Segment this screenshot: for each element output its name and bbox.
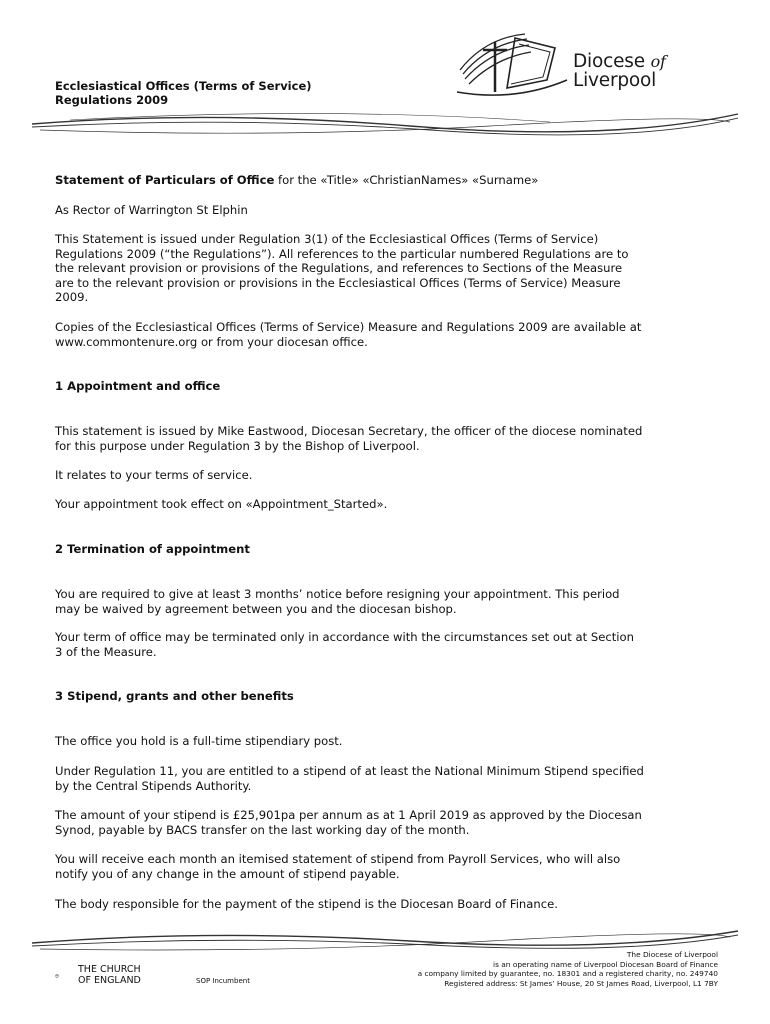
text-line: Synod, payable by BACS transfer on the last working day of the month. <box>55 822 470 837</box>
text-line: Copies of the Ecclesiastical Offices (Terms of Service) Measure and Regulations 2009 are available at <box>55 320 642 334</box>
logo-diocese: Diocese <box>573 51 651 72</box>
section-2-paragraph-1 <box>55 587 717 616</box>
footer-line: Registered address: St James’ House, 20 St James Road, Liverpool, L1 7BY <box>444 978 718 988</box>
coe-line: THE CHURCH <box>78 964 141 975</box>
header-swoosh-divider <box>30 108 740 140</box>
church-of-england-logo-icon <box>55 965 77 987</box>
footer-line: a company limited by guarantee, no. 18301 and a registered charity, no. 249740 <box>417 969 718 979</box>
footer-line: is an operating name of Liverpool Diocesan Board of Finance <box>493 959 718 969</box>
section-3-paragraph-2 <box>55 764 717 793</box>
section-1-paragraph-2: It relates to your terms of service. <box>55 468 253 482</box>
text-line: 2009. <box>55 290 89 305</box>
text-line: Under Regulation 11, you are entitled to a stipend of at least the National Minimum Stipend specified <box>55 764 644 778</box>
logo-liverpool: Liverpool <box>573 70 657 91</box>
text-line: Regulations 2009 (“the Regulations”). All references to the particular numbered Regulations are to <box>55 246 629 261</box>
section-1-paragraph-3: Your appointment took effect on «Appointment_Started». <box>55 497 388 511</box>
text-line: You will receive each month an itemised statement of stipend from Payroll Services, who will also <box>55 852 621 866</box>
footer-address-block <box>418 950 718 988</box>
text-line: You are required to give at least 3 months’ notice before resigning your appointment. This period <box>55 587 620 601</box>
statement-heading <box>55 173 717 188</box>
sop-label: SOP Incumbent <box>196 977 250 985</box>
text-line: for this purpose under Regulation 3 by the Bishop of Liverpool. <box>55 438 420 453</box>
role-line: As Rector of Warrington St Elphin <box>55 203 248 217</box>
section-1-paragraph-1 <box>55 424 717 453</box>
section-2-paragraph-2 <box>55 630 717 659</box>
text-line: Your term of office may be terminated only in accordance with the circumstances set out at Section <box>55 630 634 644</box>
section-3-paragraph-1: The office you hold is a full-time stipendiary post. <box>55 734 343 748</box>
intro-paragraph-1 <box>55 232 717 305</box>
text-line: may be waived by agreement between you and the diocesan bishop. <box>55 601 457 616</box>
text-line: The amount of your stipend is £25,901pa per annum as at 1 April 2019 as approved by the Diocesan <box>55 808 642 822</box>
footer-swoosh-divider <box>30 925 740 953</box>
text-line: the relevant provision or provisions of the Regulations, and references to Sections of the Measure <box>55 261 623 276</box>
section-3-paragraph-3 <box>55 808 717 837</box>
text-line: This Statement is issued under Regulation 3(1) of the Ecclesiastical Offices (Terms of Service) <box>55 232 599 246</box>
text-line: by the Central Stipends Authority. <box>55 778 252 793</box>
document-title <box>55 79 312 107</box>
document-title-line: Ecclesiastical Offices (Terms of Service) <box>55 79 312 93</box>
intro-paragraph-2 <box>55 320 717 349</box>
church-of-england-wordmark <box>78 965 141 986</box>
diocese-logo-text <box>573 52 666 90</box>
text-line: www.commontenure.org or from your diocesan office. <box>55 334 368 349</box>
logo-of: of <box>650 52 666 71</box>
text-line: 3 of the Measure. <box>55 644 157 659</box>
footer-line: The Diocese of Liverpool <box>626 950 718 959</box>
section-3-paragraph-5: The body responsible for the payment of the stipend is the Diocesan Board of Finance. <box>55 897 558 911</box>
text-line: are to the relevant provision or provisions in the Ecclesiastical Offices (Terms of Service) Measure <box>55 275 621 290</box>
section-3-paragraph-4 <box>55 852 717 881</box>
text-line: notify you of any change in the amount of stipend payable. <box>55 866 400 881</box>
statement-for: for the «Title» «ChristianNames» «Surname» <box>274 173 539 187</box>
coe-line: OF ENGLAND <box>78 974 141 986</box>
section-2-heading: 2 Termination of appointment <box>55 542 250 556</box>
document-title-line: Regulations 2009 <box>55 93 169 107</box>
section-1-heading: 1 Appointment and office <box>55 379 221 393</box>
statement-title: Statement of Particulars of Office <box>55 173 275 187</box>
section-3-heading: 3 Stipend, grants and other benefits <box>55 689 294 703</box>
text-line: This statement is issued by Mike Eastwood, Diocesan Secretary, the officer of the diocese nominated <box>55 424 643 438</box>
